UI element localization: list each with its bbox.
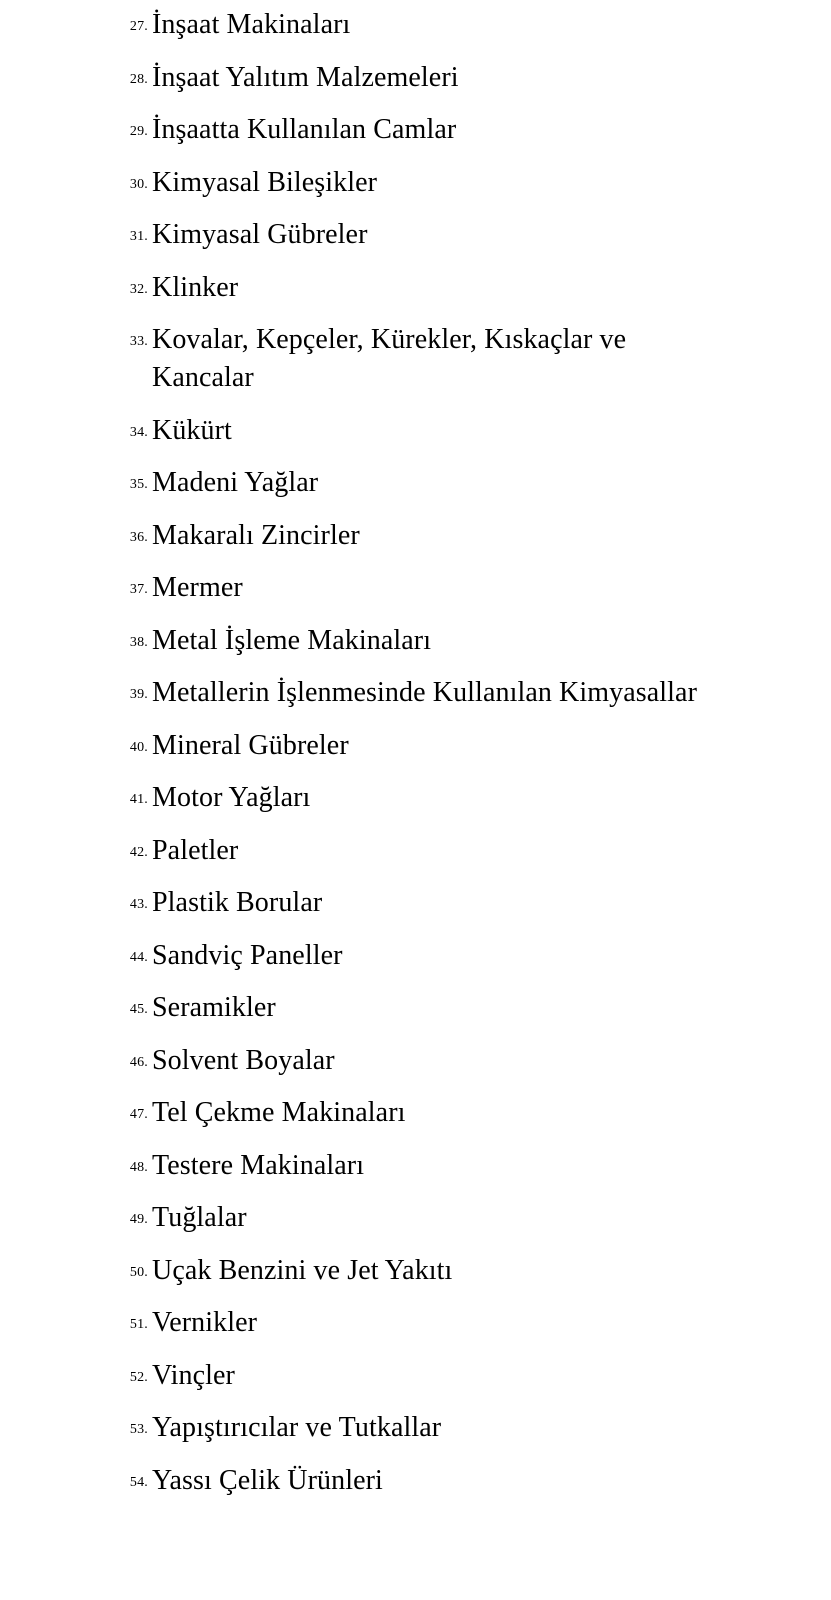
list-item bbox=[118, 832, 711, 870]
list-item-number: 52. bbox=[129, 1369, 148, 1385]
list-item bbox=[118, 674, 711, 712]
list-item-label: Metal İşleme Makinaları bbox=[152, 624, 432, 656]
list-item-number: 30. bbox=[129, 176, 148, 192]
list-item-number: 40. bbox=[129, 739, 148, 755]
list-item-number: 29. bbox=[129, 124, 148, 139]
list-item-label: İnşaat Yalıtım Malzemeleri bbox=[152, 61, 459, 93]
list-item-number: 44. bbox=[129, 949, 148, 965]
list-item-label: İnşaatta Kullanılan Camlar bbox=[152, 114, 457, 145]
list-item-number: 36. bbox=[129, 529, 148, 545]
list-item bbox=[118, 727, 711, 765]
list-item-number: 39. bbox=[129, 687, 148, 702]
list-item-number: 47. bbox=[129, 1107, 148, 1122]
list-item-number: 53. bbox=[129, 1422, 148, 1437]
list-item-label: Sandviç Paneller bbox=[152, 939, 343, 971]
list-item-label: Madeni Yağlar bbox=[152, 467, 319, 498]
list-item-label: Vernikler bbox=[152, 1307, 258, 1338]
list-item-number: 54. bbox=[129, 1474, 148, 1490]
list-item-label: Uçak Benzini ve Jet Yakıtı bbox=[152, 1254, 453, 1286]
list-item-label: Solvent Boyalar bbox=[152, 1044, 335, 1076]
list-item-number: 32. bbox=[129, 281, 148, 297]
list-item bbox=[118, 1409, 711, 1447]
list-item-number: 49. bbox=[129, 1212, 148, 1227]
list-item bbox=[118, 1199, 711, 1237]
list-item bbox=[118, 111, 711, 149]
list-item-label: İnşaat Makinaları bbox=[152, 9, 351, 40]
list-item-label: Kimyasal Gübreler bbox=[152, 219, 368, 250]
list-item bbox=[118, 937, 711, 975]
list-item-number: 45. bbox=[129, 1002, 148, 1017]
list-item bbox=[118, 1252, 711, 1290]
list-item-label: Makaralı Zincirler bbox=[152, 519, 360, 551]
list-item-number: 38. bbox=[129, 634, 148, 650]
list-item-label: Yapıştırıcılar ve Tutkallar bbox=[152, 1412, 442, 1443]
list-item-label: Tuğlalar bbox=[152, 1202, 247, 1233]
list-item bbox=[118, 464, 711, 502]
list-item-label: Testere Makinaları bbox=[152, 1149, 365, 1181]
list-item-label: Motor Yağları bbox=[152, 782, 311, 813]
list-item-label: Yassı Çelik Ürünleri bbox=[152, 1464, 383, 1496]
list-item-label: Mineral Gübreler bbox=[152, 729, 349, 761]
list-item-number: 33. bbox=[129, 334, 148, 349]
list-item bbox=[118, 412, 711, 450]
list-item-number: 42. bbox=[129, 844, 148, 860]
list-item bbox=[118, 1042, 711, 1080]
list-item-number: 35. bbox=[129, 477, 148, 492]
list-item-label: Metallerin İşlenmesinde Kullanılan Kimyasallar bbox=[152, 677, 697, 708]
list-item-number: 28. bbox=[129, 71, 148, 87]
list-item-number: 34. bbox=[129, 424, 148, 440]
list-item-number: 51. bbox=[129, 1317, 148, 1332]
list-item-label: Kovalar, Kepçeler, Kürekler, Kıskaçlar ve Kancalar bbox=[152, 324, 627, 393]
list-item-number: 50. bbox=[129, 1264, 148, 1280]
list-item bbox=[118, 1357, 711, 1395]
list-item bbox=[118, 884, 711, 922]
list-item-label: Tel Çekme Makinaları bbox=[152, 1097, 406, 1128]
list-item-number: 31. bbox=[129, 229, 148, 244]
list-item-number: 27. bbox=[129, 19, 148, 34]
list-item-label: Paletler bbox=[152, 834, 239, 866]
list-item bbox=[118, 321, 711, 397]
list-item-number: 46. bbox=[129, 1054, 148, 1070]
list-item-number: 48. bbox=[129, 1159, 148, 1175]
list-item bbox=[118, 569, 711, 607]
list-item bbox=[118, 269, 711, 307]
list-item-label: Klinker bbox=[152, 271, 239, 303]
list-item bbox=[118, 216, 711, 254]
list-item-number: 37. bbox=[129, 582, 148, 597]
list-item bbox=[118, 989, 711, 1027]
list-item-label: Mermer bbox=[152, 572, 243, 603]
list-item-label: Kükürt bbox=[152, 414, 232, 446]
list-item-label: Vinçler bbox=[152, 1359, 235, 1391]
list-item-number: 43. bbox=[129, 897, 148, 912]
list-item bbox=[118, 6, 711, 44]
list-item bbox=[118, 164, 711, 202]
list-item bbox=[118, 622, 711, 660]
list-item-label: Seramikler bbox=[152, 992, 276, 1023]
list-item-label: Kimyasal Bileşikler bbox=[152, 166, 378, 198]
list-item bbox=[118, 517, 711, 555]
list-item bbox=[118, 1147, 711, 1185]
list-item bbox=[118, 1094, 711, 1132]
list-item-number: 41. bbox=[129, 792, 148, 807]
list-item bbox=[118, 779, 711, 817]
list-item bbox=[118, 1462, 711, 1500]
list-item-label: Plastik Borular bbox=[152, 887, 323, 918]
list-item bbox=[118, 59, 711, 97]
list-item bbox=[118, 1304, 711, 1342]
